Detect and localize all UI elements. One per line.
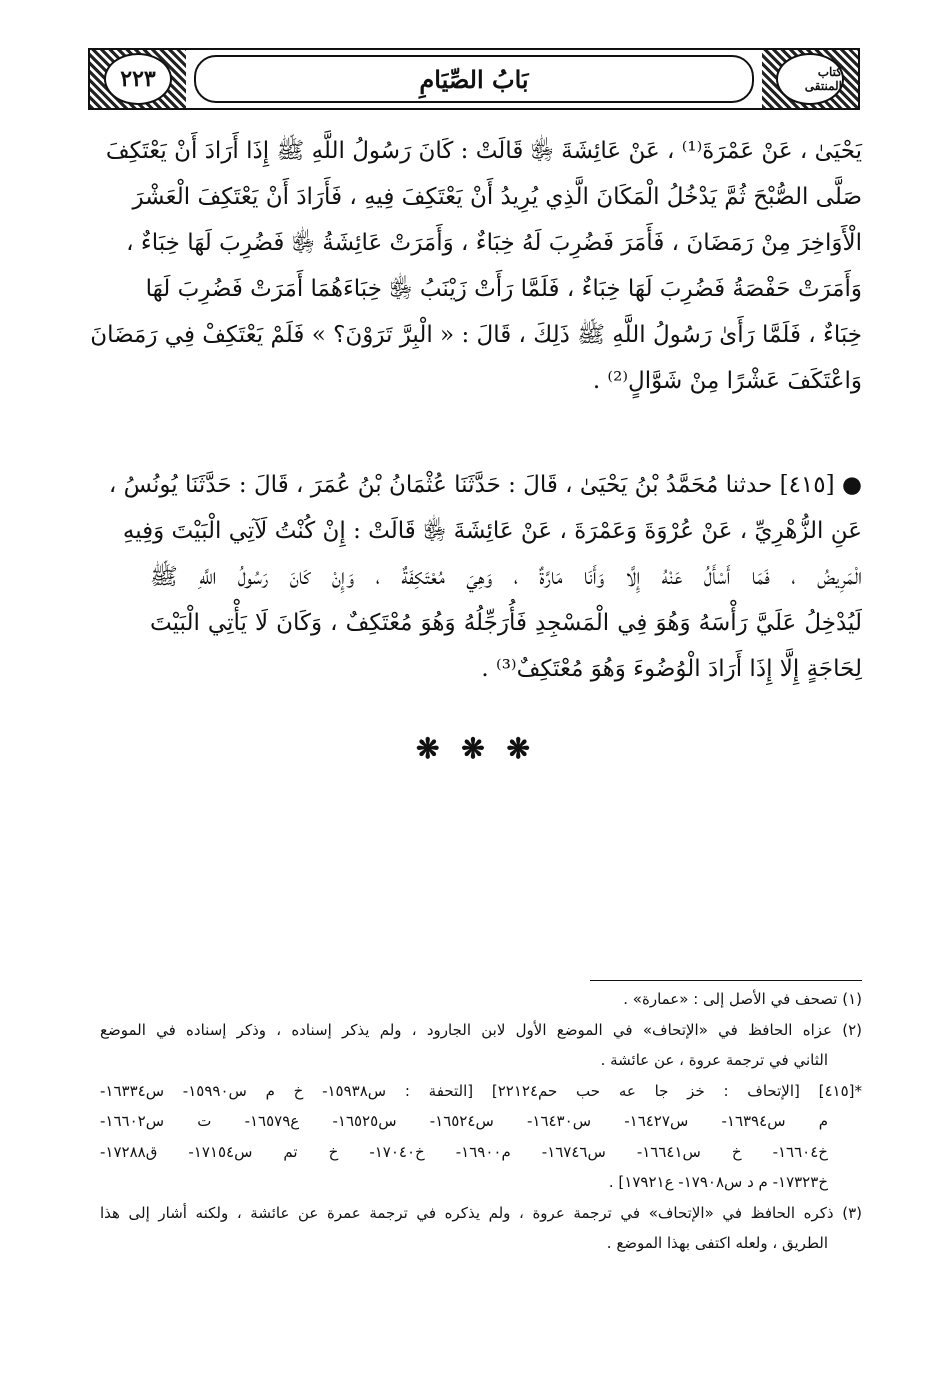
footnotes (100, 984, 862, 1259)
text-line: وَاعْتَكَفَ عَشْرًا مِنْ شَوَّالٍ⁽²⁾ . (592, 368, 862, 394)
text-line: عَنِ الزُّهْرِيِّ ، عَنْ عُرْوَةَ وَعَمْرَةَ ، عَنْ عَائِشَةَ ﵂ قَالَتْ : إِنْ كُنْتُ لَآتِي الْبَيْتَ وَفِيهِ (122, 518, 862, 544)
footnote-line: (٣) ذكره الحافظ في «الإتحاف» في ترجمة عروة ، ولم يذكره في ترجمة عمرة عن عائشة ، ولكنه أشار إلى هذا (100, 1203, 862, 1222)
book-logo: كتاب المنتقى (776, 53, 844, 105)
footnote-line: (١) تصحف في الأصل إلى : «عمارة» . (623, 990, 862, 1008)
main-text (90, 128, 862, 692)
section-separator: ❋ ❋ ❋ (416, 732, 536, 765)
text-line: لِحَاجَةٍ إِلَّا إِذَا أَرَادَ الْوُضُوءَ وَهُوَ مُعْتَكِفٌ⁽³⁾ . (481, 656, 862, 682)
text-line: يَحْيَىٰ ، عَنْ عَمْرَةَ⁽¹⁾ ، عَنْ عَائِشَةَ ﵂ قَالَتْ : كَانَ رَسُولُ اللَّهِ ﷺ إِذَا أَرَادَ أَنْ يَعْتَكِفَ (105, 138, 862, 164)
text-line: لَيُدْخِلُ عَلَيَّ رَأْسَهُ وَهُوَ فِي الْمَسْجِدِ فَأُرَجِّلُهُ وَهُوَ مُعْتَكِفٌ ، وَكَانَ لَا يَأْتِي الْبَيْتَ (150, 610, 862, 636)
footnote-line: خ١٧٣٢٣- م د س١٧٩٠٨- ع١٧٩٢١] . (608, 1173, 828, 1191)
text-line: الْأَوَاخِرَ مِنْ رَمَضَانَ ، فَأَمَرَ فَضُرِبَ لَهُ خِبَاءٌ ، وَأَمَرَتْ عَائِشَةُ ﵂ فَضُرِبَ لَهَا خِبَاءٌ ، (126, 230, 862, 256)
header-ornament-left (90, 50, 186, 108)
footnote-line: (٢) عزاه الحافظ في «الإتحاف» في الموضع الأول لابن الجارود ، ولم يذكر إسناده ، وذكر إسناده في الموضع (100, 1020, 862, 1039)
text-line: وَأَمَرَتْ حَفْصَةُ فَضُرِبَ لَهَا خِبَاءٌ ، فَلَمَّا رَأَتْ زَيْنَبُ ﵂ خِبَاءَهُمَا أَمَرَتْ فَضُرِبَ لَهَا (145, 276, 862, 302)
footnote-divider (590, 980, 862, 981)
footnote-line: خ١٦٦٠٤- خ س١٦٦٤١- س١٦٧٤٦- م١٦٩٠٠- خ١٧٠٤٠- خ تم س١٧١٥٤- ق١٧٢٨٨- (100, 1142, 828, 1161)
footnote-line: *[٤١٥] [الإتحاف : خز جا عه حب حم٢٢١٢٤] [التحفة : س١٥٩٣٨- خ م س١٥٩٩٠- س١٦٣٣٤- (100, 1081, 862, 1100)
footnote-line: الطريق ، ولعله اكتفى بهذا الموضع . (606, 1234, 828, 1252)
text-line: خِبَاءٌ ، فَلَمَّا رَأَىٰ رَسُولُ اللَّهِ ﷺ ذَلِكَ ، قَالَ : « الْبِرَّ تَرَوْنَ؟ » فَلَمْ يَعْتَكِفْ فِي رَمَضَانَ (90, 322, 862, 348)
hadith-415-line: ● [٤١٥] حدثنا مُحَمَّدُ بْنُ يَحْيَىٰ ، قَالَ : حَدَّثَنَا عُثْمَانُ بْنُ عُمَرَ ، قَالَ : حَدَّثَنَا يُونُسُ ، (108, 472, 862, 498)
text-line: صَلَّى الصُّبْحَ ثُمَّ يَدْخُلُ الْمَكَانَ الَّذِي يُرِيدُ أَنْ يَعْتَكِفَ فِيهِ ، فَأَرَادَ أَنْ يَعْتَكِفَ الْعَشْرَ (132, 184, 862, 210)
footnote-line: الثاني في ترجمة عروة ، عن عائشة . (600, 1051, 828, 1069)
page-header (88, 48, 860, 110)
footnote-line: م س١٦٣٩٤- س١٦٤٢٧- س١٦٤٣٠- س١٦٥٢٤- س١٦٥٢٥- ع١٦٥٧٩- ت س١٦٦٠٢- (100, 1112, 829, 1130)
text-line: الْمَرِيضُ ، فَمَا أَسْأَلُ عَنْهُ إِلَّا وَأَنَا مَارَّةٌ ، وَهِيَ مُعْتَكِفَةٌ ، وَإِنْ كَانَ رَسُولُ اللَّهِ ﷺ (150, 564, 862, 590)
header-ornament-right (762, 50, 858, 108)
chapter-title: بَابُ الصِّيَامِ (194, 55, 754, 103)
page-number: ٢٢٣ (104, 53, 172, 105)
